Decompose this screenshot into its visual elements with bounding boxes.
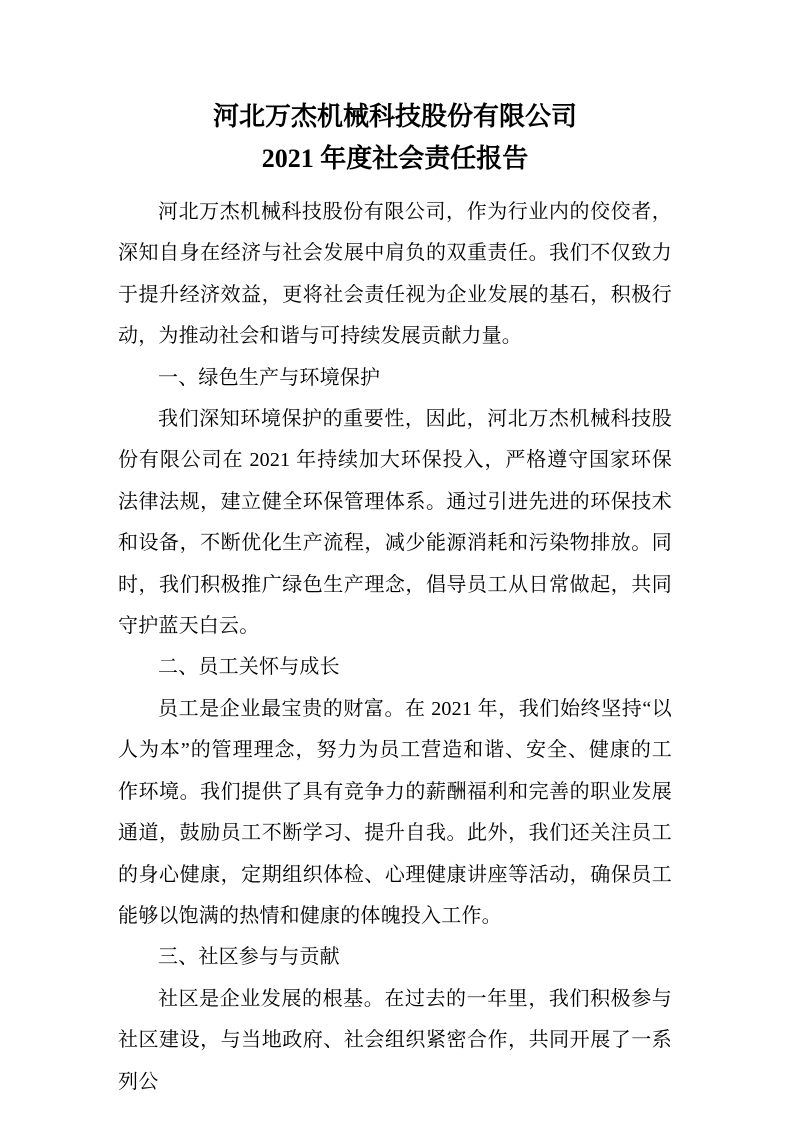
section-heading-community: 三、社区参与与贡献 — [158, 946, 340, 969]
paragraph-employees: 员工是企业最宝贵的财富。在 2021 年，我们始终坚持“以人为本”的管理理念，努力为员工营造和谐、安全、健康的工作环境。我们提供了具有竞争力的薪酬福利和完善的职业发展通道，鼓励员工不断学习、提升自我。此外，我们还关注员工的身心健康，定期组织体检、心理健康讲座等活动，确保员工能够以饱满的热情和健康的体魄投入工作。 — [118, 697, 672, 927]
section-heading-green-production: 一、绿色生产与环境保护 — [158, 366, 381, 389]
report-body — [118, 192, 672, 1103]
paragraph-community: 社区是企业发展的根基。在过去的一年里，我们积极参与社区建设，与当地政府、社会组织紧密合作，共同开展了一系列公 — [118, 987, 672, 1093]
report-title-company: 河北万杰机械科技股份有限公司 — [212, 102, 577, 131]
paragraph-environment: 我们深知环境保护的重要性，因此，河北万杰机械科技股份有限公司在 2021 年持续加大环保投入，严格遵守国家环保法律法规，建立健全环保管理体系。通过引进先进的环保技术和设备，不断优化生产流程，减少能源消耗和污染物排放。同时，我们积极推广绿色生产理念，倡导员工从日常做起，共同守护蓝天白云。 — [118, 408, 672, 638]
intro-paragraph: 河北万杰机械科技股份有限公司，作为行业内的佼佼者，深知自身在经济与社会发展中肩负的双重责任。我们不仅致力于提升经济效益，更将社会责任视为企业发展的基石，积极行动，为推动社会和谐与可持续发展贡献力量。 — [118, 201, 672, 348]
report-title-year: 2021 年度社会责任报告 — [261, 144, 529, 173]
section-heading-employee-care: 二、员工关怀与成长 — [158, 656, 340, 679]
